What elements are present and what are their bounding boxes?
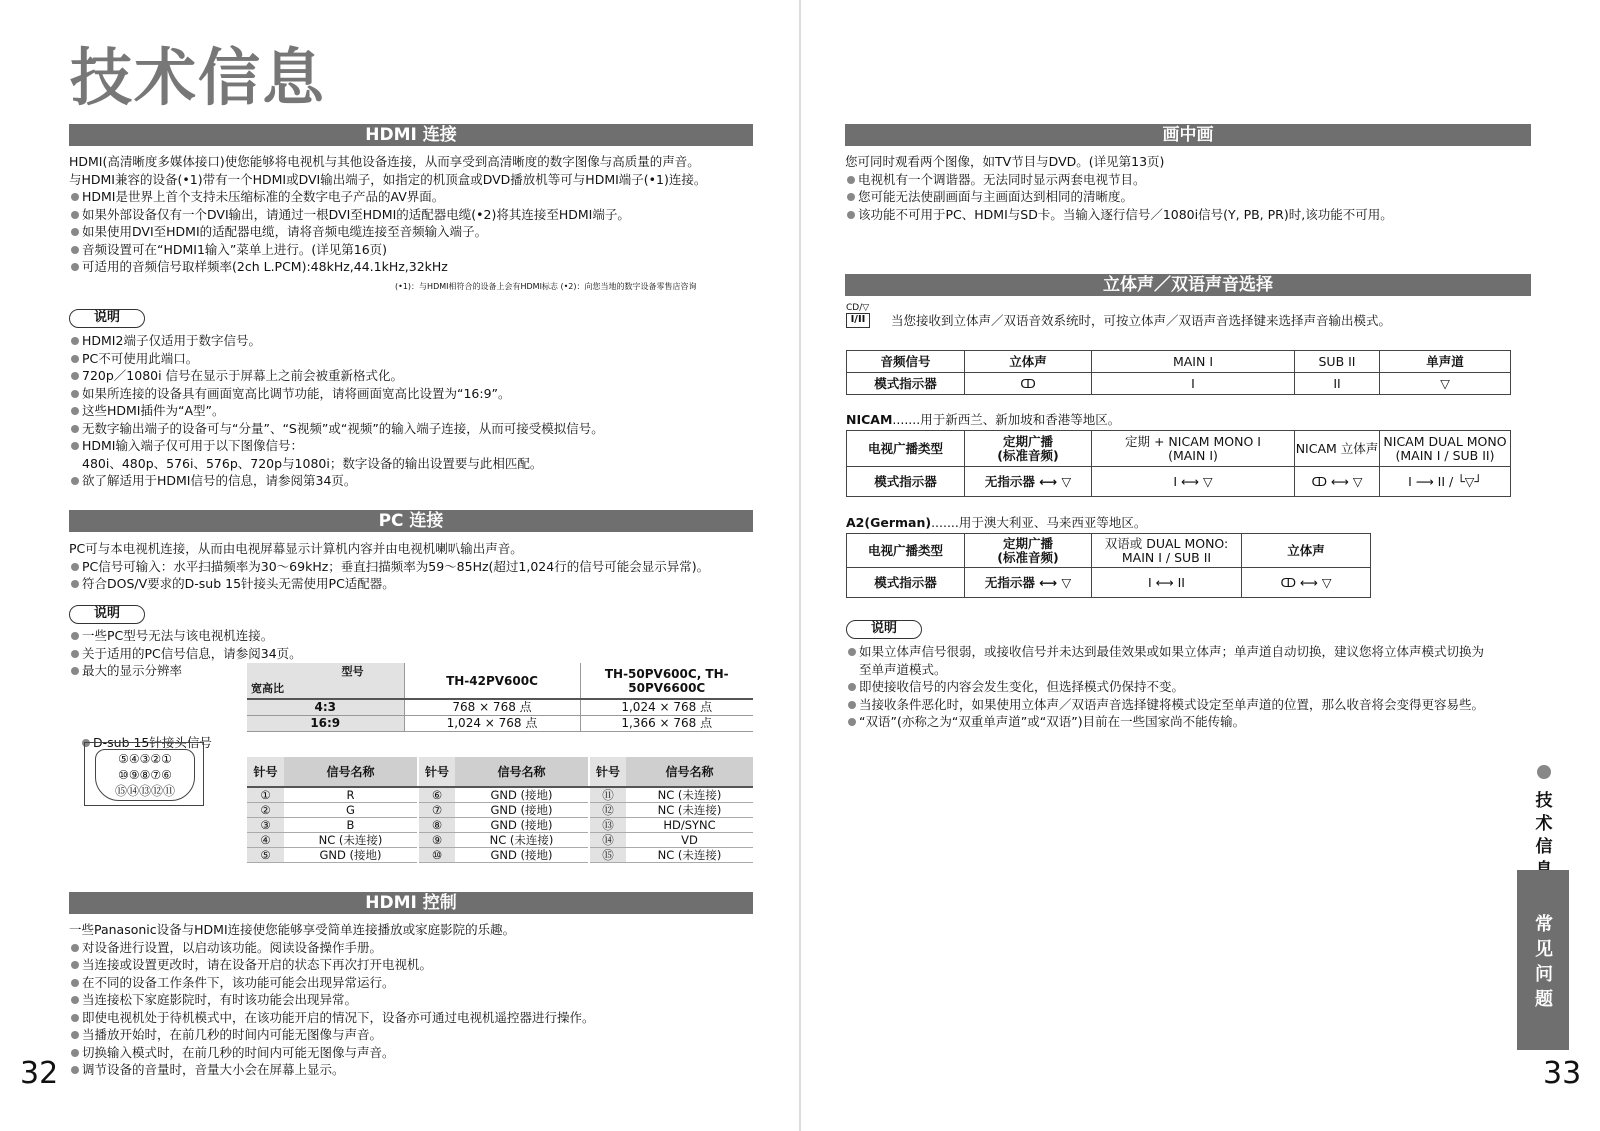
list-item: 当播放开始时，在前几秒的时间内可能无图像与声音。: [69, 1026, 595, 1044]
signal-header: 信号名称: [284, 757, 418, 787]
table-cell: G: [284, 803, 418, 818]
resolution-table-corner: [247, 663, 404, 699]
table-cell: GND (接地): [455, 818, 589, 833]
pin-row: ⑩⑨⑧⑦⑥: [118, 768, 172, 782]
table-cell: I ⟷ II: [1092, 568, 1242, 598]
table-row: [247, 787, 753, 803]
list-item: 调节设备的音量时，音量大小会在屏幕上显示。: [69, 1061, 595, 1079]
table-cell: ⑧: [418, 818, 455, 833]
list-item: “双语”(亦称之为“双重单声道”或“双语”)目前在一些国家尚不能传输。: [846, 713, 1484, 731]
hdmi-section-heading: HDMI 连接: [69, 124, 753, 146]
list-item-continuation: 至单声道模式。: [859, 661, 947, 677]
table-row: [247, 715, 753, 731]
list-item: 音频设置可在“HDMI1输入”菜单上进行。(详见第16页): [69, 241, 706, 259]
list-item: 电视机有一个调谐器。无法同时显示两套电视节目。: [845, 171, 1393, 189]
hdmi-control-intro: 一些Panasonic设备与HDMI连接使您能够享受简单连接播放或家庭影院的乐趣。: [69, 922, 516, 937]
stereo-notes: [846, 643, 1484, 731]
table-cell: 无指示器 ⟷ ▽: [965, 568, 1092, 598]
a2-table: [846, 533, 1371, 598]
table-cell: ⑪: [589, 787, 626, 803]
row-label: 音频信号: [847, 351, 965, 373]
list-item: 如果外部设备仅有一个DVI输出，请通过一根DVI至HDMI的适配器电缆(•2)将其连接至HDMI端子。: [69, 206, 706, 224]
row-label: 电视广播类型: [847, 534, 965, 568]
table-cell: 单声道: [1380, 351, 1511, 373]
table-cell: ④: [247, 833, 284, 848]
corner-model-label: 型号: [341, 665, 364, 678]
table-cell: 双语或 DUAL MONO: MAIN I / SUB II: [1092, 534, 1242, 568]
table-cell: ↀ ⟷ ▽: [1295, 467, 1380, 497]
list-item: HDMI2端子仅适用于数字信号。: [69, 332, 604, 350]
pc-intro: PC可与本电视机连接，从而由电视屏幕显示计算机内容并由电视机喇叭输出声音。: [69, 541, 523, 556]
hdmi-footnote: (•1)：与HDMI相符合的设备上会有HDMI标志 (•2)：向您当地的数字设备零售店咨询: [395, 282, 697, 291]
table-cell: 16:9: [247, 715, 404, 731]
table-cell: 768 × 768 点: [404, 699, 580, 715]
table-cell: 定期广播 (标准音频): [965, 534, 1092, 568]
list-item: 当接收条件恶化时，如果使用立体声／双语声音选择键将模式设定至单声道的位置，那么收音将会变得更容易些。: [846, 696, 1484, 714]
audio-signal-table: [846, 350, 1511, 395]
table-cell: ③: [247, 818, 284, 833]
signal-header: 信号名称: [626, 757, 753, 787]
a2-name: A2(German): [846, 515, 932, 530]
list-item: 该功能不可用于PC、HDMI与SD卡。当输入逐行信号／1080i信号(Y, PB, PR)时,该功能不可用。: [845, 206, 1393, 224]
list-item: 如果所连接的设备具有画面宽高比调节功能，请将画面宽高比设置为“16:9”。: [69, 385, 604, 403]
table-row: [247, 848, 753, 863]
row-label: 电视广播类型: [847, 431, 965, 467]
table-cell: ⑭: [589, 833, 626, 848]
pin-row: ⑤④③②①: [118, 752, 172, 766]
pip-section-heading: 画中画: [845, 124, 1531, 146]
table-cell: HD/SYNC: [626, 818, 753, 833]
table-cell: I ⟷ ▽: [1092, 467, 1295, 497]
pin-header: 针号: [247, 757, 284, 787]
list-item: 在不同的设备工作条件下，该功能可能会出现异常运行。: [69, 974, 595, 992]
resolution-table: [247, 663, 753, 732]
table-cell: 1,024 × 768 点: [404, 715, 580, 731]
list-item: 对设备进行设置，以启动该功能。阅读设备操作手册。: [69, 939, 595, 957]
table-cell: VD: [626, 833, 753, 848]
page-title: 技术信息: [70, 41, 327, 114]
pin-header: 针号: [589, 757, 626, 787]
list-item: 关于适用的PC信号信息，请参阅34页。: [69, 645, 302, 663]
pip-intro: 您可同时观看两个图像，如TV节目与DVD。(详见第13页): [845, 154, 1165, 169]
table-cell: B: [284, 818, 418, 833]
list-item: 欲了解适用于HDMI信号的信息，请参阅第34页。: [69, 472, 604, 490]
hdmi-control-section: [69, 921, 595, 1079]
table-cell: ①: [247, 787, 284, 803]
table-cell: R: [284, 787, 418, 803]
row-label: 模式指示器: [847, 373, 965, 395]
list-item: 无数字输出端子的设备可与“分量”、“S视频”或“视频”的输入端子连接，从而可接受模拟信号。: [69, 420, 604, 438]
table-cell: 1,366 × 768 点: [580, 715, 753, 731]
pin-row: ⑮⑭⑬⑫⑪: [114, 784, 175, 798]
table-cell: ⑩: [418, 848, 455, 863]
table-cell: 定期广播 (标准音频): [965, 431, 1092, 467]
table-cell: 定期 + NICAM MONO I (MAIN I): [1092, 431, 1295, 467]
table-cell: ▽: [1380, 373, 1511, 395]
side-index-faq[interactable]: 常见问题: [1535, 914, 1553, 1010]
resolution-model-header: TH-42PV600C: [404, 663, 580, 699]
table-cell: GND (接地): [455, 787, 589, 803]
list-item: PC不可使用此端口。: [69, 350, 604, 368]
pin-header: 针号: [418, 757, 455, 787]
a2-desc: .......用于澳大利亚、马来西亚等地区。: [931, 515, 1147, 530]
nicam-desc: .......用于新西兰、新加坡和香港等地区。: [892, 412, 1121, 427]
table-row: [247, 803, 753, 818]
pc-section: [69, 540, 709, 593]
table-cell: NC (未连接): [626, 787, 753, 803]
side-index-current[interactable]: 技术信: [1535, 791, 1553, 857]
dsub-connector-outline: [95, 749, 195, 801]
stereo-intro: 当您接收到立体声／双语音效系统时，可按立体声／双语声音选择键来选择声音输出模式。: [891, 313, 1392, 328]
table-row: [247, 818, 753, 833]
hdmi-notes: [69, 332, 604, 490]
list-item: 如果立体声信号很弱，或接收信号并未达到最佳效果或如果立体声；单声道自动切换，建议您将立体声模式切换为: [846, 643, 1484, 661]
table-row: [247, 699, 753, 715]
table-cell: I ⟶ II / └▽┘: [1380, 467, 1511, 497]
list-item: 即使电视机处于待机模式中，在该功能开启的情况下，设备亦可通过电视机遥控器进行操作。: [69, 1009, 595, 1027]
stereo-section-heading: 立体声／双语声音选择: [845, 274, 1531, 296]
nicam-table: [846, 430, 1511, 497]
table-cell: GND (接地): [455, 848, 589, 863]
list-item: 切换输入模式时，在前几秒的时间内可能无图像与声音。: [69, 1044, 595, 1062]
list-item: 这些HDMI插件为“A型”。: [69, 402, 604, 420]
list-item: 即使接收信号的内容会发生变化，但选择模式仍保持不变。: [846, 678, 1484, 696]
hdmi-signal-list: 480i、480p、576i、576p、720p与1080i；数字设备的输出设置要与此相匹配。: [82, 455, 543, 471]
list-item: 一些PC型号无法与该电视机连接。: [69, 627, 302, 645]
table-cell: ⑫: [589, 803, 626, 818]
list-item: 最大的显示分辨率: [69, 662, 302, 680]
dsub-label: D-sub 15针接头信号: [80, 734, 212, 752]
pc-section-heading: PC 连接: [69, 510, 753, 532]
table-cell: SUB II: [1295, 351, 1380, 373]
row-label: 模式指示器: [847, 467, 965, 497]
table-cell: ⑮: [589, 848, 626, 863]
list-item: 可适用的音频信号取样频率(2ch L.PCM):48kHz,44.1kHz,32kHz: [69, 258, 706, 276]
pip-section: [845, 153, 1393, 223]
list-item: HDMI是世界上首个支持未压缩标准的全数字电子产品的AV界面。: [69, 188, 706, 206]
table-cell: NC (未连接): [455, 833, 589, 848]
page-spine: [799, 0, 801, 1131]
dsub-connector-diagram: [84, 742, 204, 806]
table-cell: 无指示器 ⟷ ▽: [965, 467, 1092, 497]
table-cell: ⑬: [589, 818, 626, 833]
hdmi-note-label: 说明: [69, 309, 145, 328]
table-cell: NC (未连接): [626, 803, 753, 818]
hdmi-intro-line: 与HDMI兼容的设备(•1)带有一个HDMI或DVI输出端子，如指定的机顶盒或DVD播放机等可与HDMI端子(•1)连接。: [69, 171, 707, 187]
table-row: [247, 833, 753, 848]
pc-note-label: 说明: [69, 605, 145, 624]
table-cell: 立体声: [1242, 534, 1371, 568]
table-cell: 1,024 × 768 点: [580, 699, 753, 715]
list-item: 您可能无法使副画面与主画面达到相同的清晰度。: [845, 188, 1393, 206]
table-cell: ⑤: [247, 848, 284, 863]
table-cell: 4:3: [247, 699, 404, 715]
table-cell: GND (接地): [284, 848, 418, 863]
table-cell: NICAM DUAL MONO (MAIN I / SUB II): [1380, 431, 1511, 467]
stereo-note-label: 说明: [846, 620, 922, 639]
table-cell: ⑥: [418, 787, 455, 803]
table-cell: ↀ: [965, 373, 1092, 395]
list-item: 当连接或设置更改时，请在设备开启的状态下再次打开电视机。: [69, 956, 595, 974]
table-cell: 立体声: [965, 351, 1092, 373]
table-cell: ②: [247, 803, 284, 818]
stereo-button-icon-top: CD/▽: [846, 303, 870, 313]
list-item: 720p／1080i 信号在显示于屏幕上之前会被重新格式化。: [69, 367, 604, 385]
table-cell: ⑦: [418, 803, 455, 818]
signal-header: 信号名称: [455, 757, 589, 787]
side-index-dot: [1537, 765, 1551, 779]
table-cell: NC (未连接): [284, 833, 418, 848]
list-item: HDMI输入端子仅可用于以下图像信号：: [69, 437, 604, 455]
nicam-name: NICAM: [846, 412, 893, 427]
row-label: 模式指示器: [847, 568, 965, 598]
hdmi-section: [69, 153, 706, 276]
stereo-button-icon: I/II: [846, 313, 870, 328]
list-item: 符合DOS/V要求的D-sub 15针接头无需使用PC适配器。: [69, 575, 709, 593]
list-item: PC信号可输入：水平扫描频率为30～69kHz；垂直扫描频率为59～85Hz(超过1,024行的信号可能会显示异常)。: [69, 558, 709, 576]
hdmi-intro-line: HDMI(高清晰度多媒体接口)使您能够将电视机与其他设备连接，从而享受到高清晰度的数字图像与高质量的声音。: [69, 154, 700, 169]
table-cell: NC (未连接): [626, 848, 753, 863]
table-cell: NICAM 立体声: [1295, 431, 1380, 467]
page-number-left: 32: [20, 1056, 59, 1091]
a2-label: [846, 514, 1146, 532]
corner-aspect-label: 宽高比: [251, 682, 284, 695]
list-item: 当连接松下家庭影院时，有时该功能会出现异常。: [69, 991, 595, 1009]
pin-signal-table: [247, 757, 753, 863]
resolution-model-header: TH-50PV600C, TH-50PV6600C: [580, 663, 753, 699]
list-item: 如果使用DVI至HDMI的适配器电缆，请将音频电缆连接至音频输入端子。: [69, 223, 706, 241]
table-cell: MAIN I: [1092, 351, 1295, 373]
table-cell: ⑨: [418, 833, 455, 848]
table-cell: II: [1295, 373, 1380, 395]
table-cell: I: [1092, 373, 1295, 395]
table-cell: GND (接地): [455, 803, 589, 818]
hdmi-control-heading: HDMI 控制: [69, 892, 753, 914]
nicam-label: [846, 411, 1120, 429]
table-cell: ↀ ⟷ ▽: [1242, 568, 1371, 598]
page-number-right: 33: [1543, 1056, 1582, 1091]
